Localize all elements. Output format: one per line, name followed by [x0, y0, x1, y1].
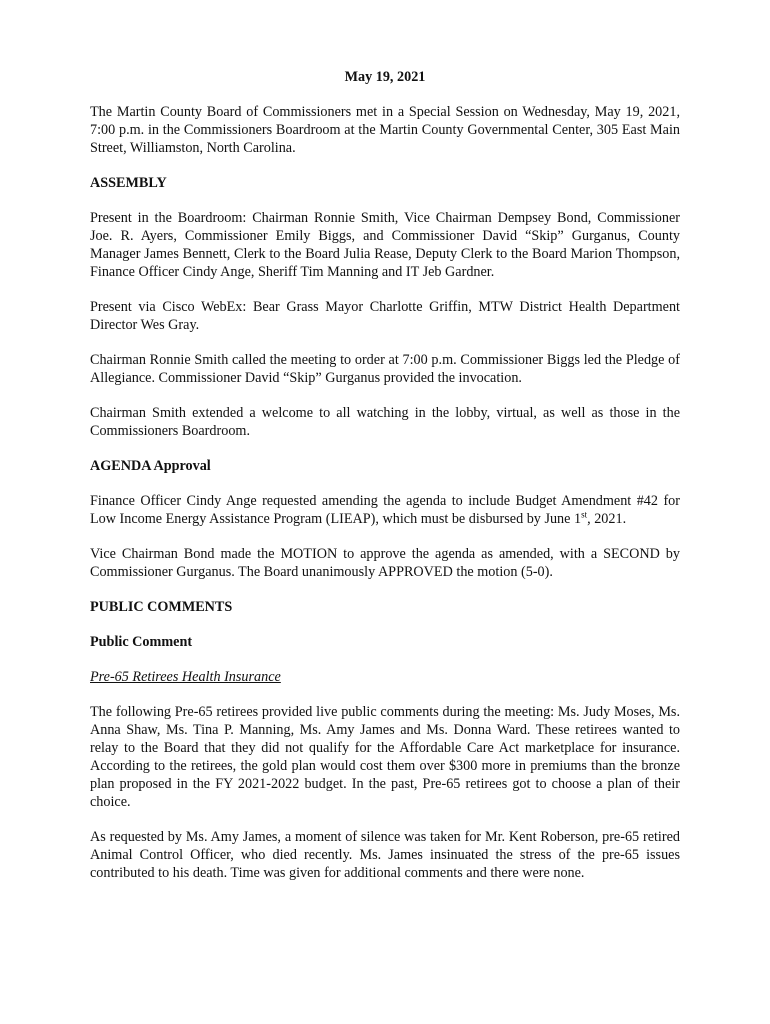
- moment-of-silence-paragraph: As requested by Ms. Amy James, a moment of silence was taken for Mr. Kent Roberson, pre-65 retired Animal Control Officer, who died recently. Ms. James insinuated the stress of the pre-65 issues contributed to his death. Time was given for additional comments and there were none.: [90, 829, 680, 881]
- assembly-heading: ASSEMBLY: [90, 175, 167, 191]
- call-to-order-paragraph: Chairman Ronnie Smith called the meeting to order at 7:00 p.m. Commissioner Biggs led the Pledge of Allegiance. Commissioner David “Skip” Gurganus provided the invocation.: [90, 352, 680, 386]
- agenda-request-paragraph: [90, 492, 680, 528]
- public-comment-subheading: Public Comment: [90, 634, 193, 650]
- document-page: [90, 68, 680, 899]
- meeting-date: May 19, 2021: [344, 69, 426, 85]
- present-webex-paragraph: Present via Cisco WebEx: Bear Grass Mayor Charlotte Griffin, MTW District Health Department Director Wes Gray.: [90, 299, 680, 333]
- retirees-topic-heading: Pre-65 Retirees Health Insurance: [90, 669, 281, 685]
- agenda-request-end: , 2021.: [587, 511, 627, 527]
- welcome-paragraph: Chairman Smith extended a welcome to all watching in the lobby, virtual, as well as those in the Commissioners Boardroom.: [90, 405, 680, 439]
- intro-paragraph: The Martin County Board of Commissioners met in a Special Session on Wednesday, May 19, 2021, 7:00 p.m. in the Commissioners Boardroom at the Martin County Governmental Center, 305 East Main Street, Williamston, North Carolina.: [90, 104, 680, 156]
- agenda-heading: AGENDA Approval: [90, 458, 211, 474]
- agenda-motion-paragraph: Vice Chairman Bond made the MOTION to approve the agenda as amended, with a SECOND by Commissioner Gurganus. The Board unanimously APPROVED the motion (5-0).: [90, 546, 680, 580]
- retirees-comments-paragraph: The following Pre-65 retirees provided live public comments during the meeting: Ms. Judy Moses, Ms. Anna Shaw, Ms. Tina P. Manning, Ms. Amy James and Ms. Donna Ward. These retirees wanted to relay to the Board that they did not qualify for the Affordable Care Act marketplace for insurance. According to the retirees, the gold plan would cost them over $300 more in premiums than the bronze plan proposed in the FY 2021-2022 budget. In the past, Pre-65 retirees got to choose a plan of their choice.: [90, 704, 680, 810]
- ordinal-suffix: st: [581, 509, 588, 520]
- public-comments-heading: PUBLIC COMMENTS: [90, 599, 233, 615]
- agenda-request-text: Finance Officer Cindy Ange requested amending the agenda to include Budget Amendment #42 for Low Income Energy Assistance Program (LIEAP), which must be disbursed by June 1: [90, 493, 680, 527]
- present-boardroom-paragraph: Present in the Boardroom: Chairman Ronnie Smith, Vice Chairman Dempsey Bond, Commissioner Joe. R. Ayers, Commissioner Emily Biggs, and Commissioner David “Skip” Gurganus, County Manager James Bennett, Clerk to the Board Julia Rease, Deputy Clerk to the Board Marion Thompson, Finance Officer Cindy Ange, Sheriff Tim Manning and IT Jeb Gardner.: [90, 210, 680, 280]
